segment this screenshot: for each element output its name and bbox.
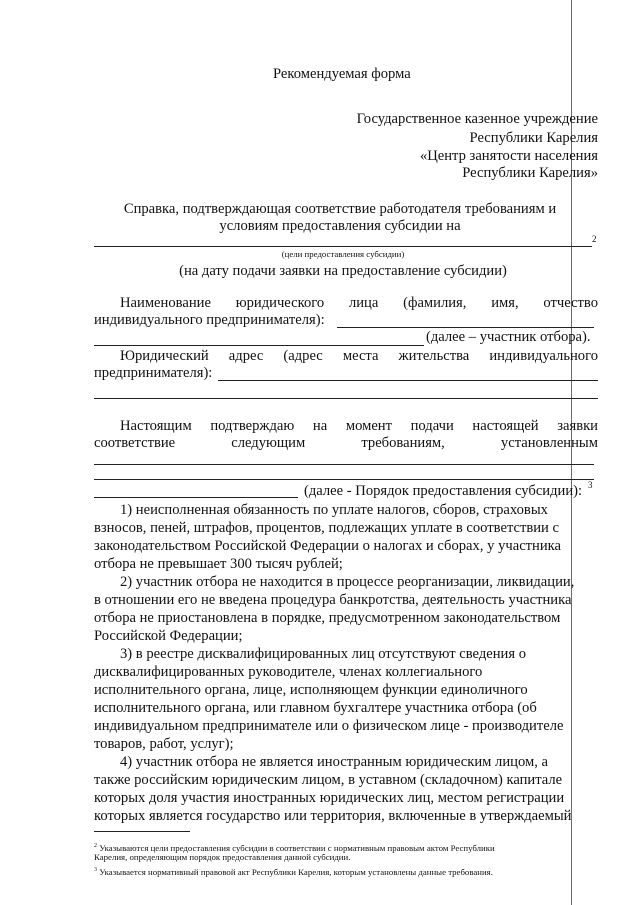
entity-name-label: Наименование юридического лица (фамилия, имя, отчество xyxy=(120,295,598,311)
order-field-1[interactable] xyxy=(94,464,594,465)
item-3-line-4: исполнительного органа, или главном бухгалтере участника отбора (об xyxy=(94,700,537,716)
footnote-separator xyxy=(94,831,190,832)
item-3-line-1: 3) в реестре дисквалифицированных лиц отсутствуют сведения о xyxy=(120,646,527,662)
subsidy-purpose-caption: (цели предоставления субсидии) xyxy=(281,249,405,259)
item-4-line-3: которых доля участия иностранных юридических лиц, местом регистрации xyxy=(94,790,565,806)
legal-address-field-2[interactable] xyxy=(94,398,598,399)
footnote-2-number: 2 xyxy=(94,843,97,849)
footnote-3 xyxy=(94,865,493,878)
legal-address-field-1[interactable] xyxy=(218,380,598,381)
addressee-line-1: Государственное казенное учреждение xyxy=(356,111,598,127)
item-2-line-2: в отношении его не введена процедура банкротства, деятельность участника xyxy=(94,592,572,608)
item-1-line-3: законодательством Российской Федерации о налогах и сборах, у участника xyxy=(94,538,562,554)
date-line: (на дату подачи заявки на предоставление субсидии) xyxy=(179,263,507,279)
item-3-line-5: индивидуальном предпринимателе или о физическом лице - производителе xyxy=(94,718,564,734)
footnote-2-text-1: Указываются цели предоставления субсидии в соответствии с нормативным правовым актом Республики xyxy=(99,842,495,853)
item-2-line-4: Российской Федерации; xyxy=(94,628,243,644)
item-2-line-3: отбора не приостановлена в порядке, предусмотренном законодательством xyxy=(94,610,561,626)
entity-name-label-2: индивидуального предпринимателя): xyxy=(94,312,325,328)
item-1-line-1: 1) неисполненная обязанность по уплате налогов, сборов, страховых xyxy=(120,502,548,518)
legal-address-label-2: предпринимателя): xyxy=(94,365,213,381)
document-title-line-1: Справка, подтверждающая соответствие работодателя требованиям и xyxy=(123,201,557,217)
footnote-3-text: Указывается нормативный правовой акт Республики Карелия, которым установлены данные требования. xyxy=(99,866,493,877)
item-2-line-1: 2) участник отбора не находится в процессе реорганизации, ликвидации, xyxy=(120,574,575,590)
addressee-line-4: Республики Карелия» xyxy=(462,165,598,181)
item-4-line-1: 4) участник отбора не является иностранным юридическим лицом, а xyxy=(120,754,548,770)
order-field-2[interactable] xyxy=(94,479,594,480)
footnote-2-text-2: Карелия, определяющим порядок предоставления данной субсидии. xyxy=(94,852,351,862)
addressee-line-3: «Центр занятости населения xyxy=(419,148,598,164)
footnote-mark-3: 3 xyxy=(588,480,593,490)
order-tail: (далее - Порядок предоставления субсидии): xyxy=(304,483,583,499)
subsidy-purpose-line xyxy=(94,246,592,247)
footnote-mark-2: 2 xyxy=(592,234,597,244)
entity-name-tail: (далее – участник отбора). xyxy=(426,329,591,345)
item-3-line-6: товаров, работ, услуг); xyxy=(94,736,234,752)
item-1-line-2: взносов, пеней, штрафов, процентов, подлежащих уплате в соответствии с xyxy=(94,520,559,536)
item-3-line-2: дисквалифицированных руководителе, членах коллегиального xyxy=(94,664,483,680)
entity-name-field-2[interactable] xyxy=(94,345,424,346)
footnote-3-number: 3 xyxy=(94,867,97,873)
addressee-line-2: Республики Карелия xyxy=(469,130,598,146)
form-label: Рекомендуемая форма xyxy=(273,66,411,82)
confirm-paragraph-line-2: соответствие следующим требованиям, установленным xyxy=(94,435,598,451)
item-3-line-3: исполнительного органа, лице, исполняющем функции единоличного xyxy=(94,682,528,698)
document-title-line-2: условиям предоставления субсидии на xyxy=(219,218,461,234)
item-4-line-4: которых является государство или территория, включенные в утверждаемый xyxy=(94,808,572,824)
legal-address-label: Юридический адрес (адрес места жительства индивидуального xyxy=(120,348,598,364)
item-4-line-2: также российским юридическим лицом, в уставном (складочном) капитале xyxy=(94,772,563,788)
order-field-3[interactable] xyxy=(94,497,298,498)
confirm-paragraph-line-1: Настоящим подтверждаю на момент подачи настоящей заявки xyxy=(120,418,598,434)
item-1-line-4: отбора не превышает 300 тысяч рублей; xyxy=(94,556,343,572)
